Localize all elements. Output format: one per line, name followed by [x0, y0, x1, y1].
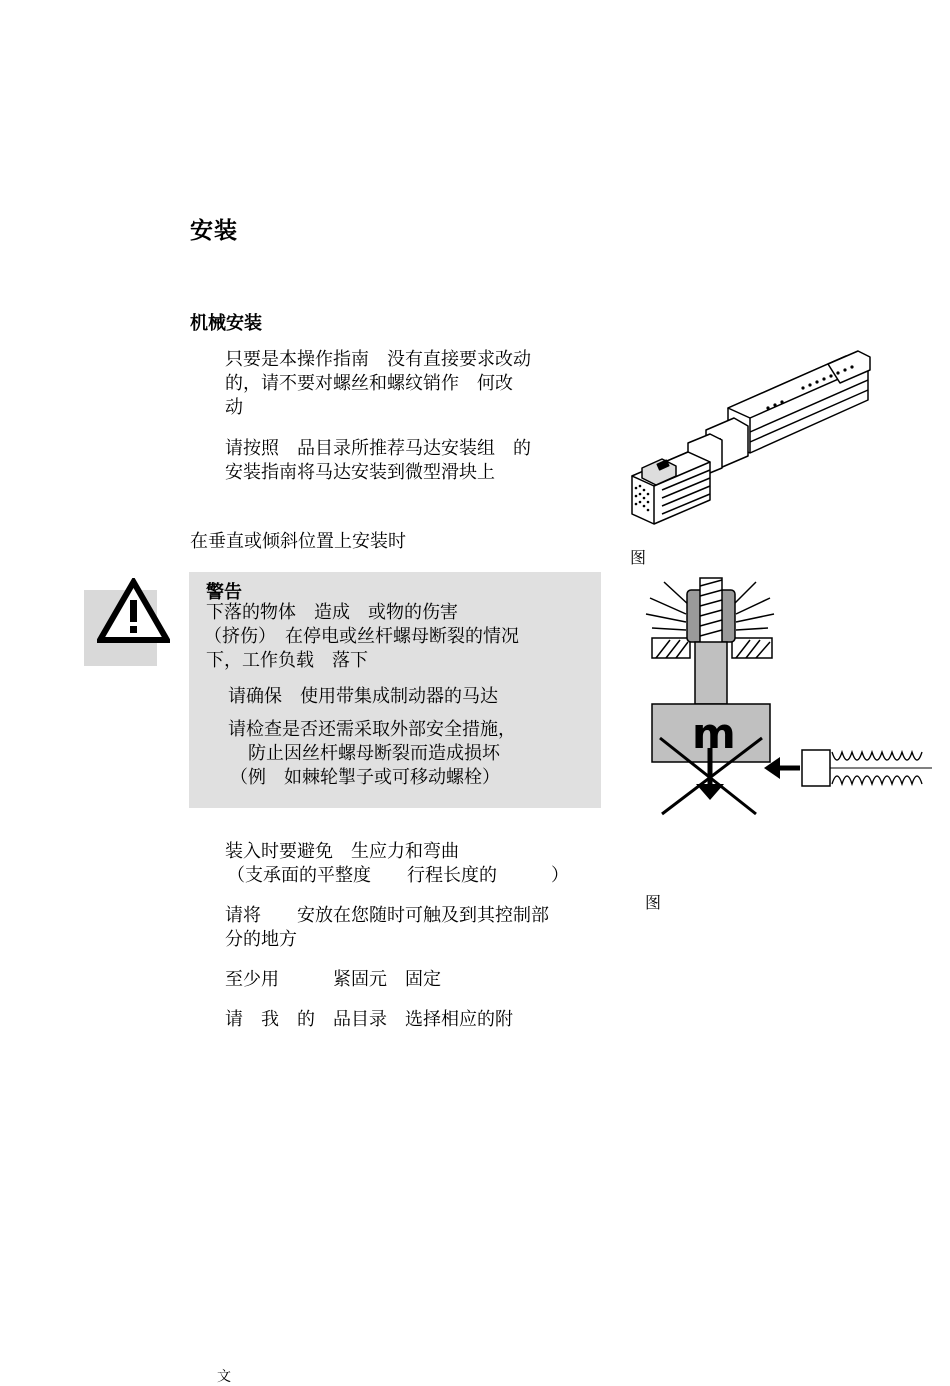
figure-2-caption: 图	[645, 893, 662, 912]
paragraph-fastening: 至少用 紧固元 固定	[225, 969, 441, 990]
warning-body	[206, 601, 519, 673]
page-title: 安装	[190, 218, 238, 244]
mass-label: m	[692, 709, 736, 758]
falling-load-figure	[640, 568, 935, 818]
text-line: （支承面的平整度 行程长度的 ）	[227, 865, 569, 886]
text-line: 分的地方	[225, 929, 297, 950]
text-line: 安装指南将马达安装到微型滑块上	[225, 462, 495, 483]
text-line: 只要是本操作指南 没有直接要求改动	[225, 349, 531, 370]
paragraph-screws	[225, 348, 531, 420]
paragraph-accessories: 请 我 的 品目录 选择相应的附	[225, 1009, 513, 1030]
warning-item-safety	[228, 718, 516, 790]
figure-1-caption: 图	[630, 548, 647, 567]
text-line: 请将 安放在您随时可触及到其控制部	[225, 905, 549, 926]
paragraph-motor	[225, 437, 531, 485]
text-line: 请按照 品目录所推荐马达安装组 的	[225, 438, 531, 459]
text-line: 下，工作负载 落下	[206, 650, 368, 671]
warning-item-brake: 请确保 使用带集成制动器的马达	[228, 686, 498, 707]
paragraph-placement	[225, 904, 549, 952]
text-line: 装入时要避免 生应力和弯曲	[225, 841, 459, 862]
text-line: 动	[225, 397, 243, 418]
text-line: （例 如棘轮掣子或可移动螺栓）	[230, 767, 500, 788]
warning-triangle-icon	[97, 578, 170, 644]
footer-text: 文	[217, 1369, 231, 1385]
warning-title: 警告	[206, 582, 242, 603]
paragraph-stress	[225, 840, 569, 888]
text-line: （挤伤） 在停电或丝杆螺母断裂的情况	[204, 626, 519, 647]
text-line: 防止因丝杆螺母断裂而造成损坏	[248, 743, 500, 764]
text-line: 下落的物体 造成 或物的伤害	[206, 602, 458, 623]
text-line: 的，请不要对螺丝和螺纹销作 何改	[225, 373, 513, 394]
mini-slide-figure	[618, 348, 873, 533]
section-title: 机械安装	[190, 313, 262, 334]
text-line: 请检查是否还需采取外部安全措施，	[228, 719, 516, 740]
vertical-install-note: 在垂直或倾斜位置上安装时	[190, 531, 406, 552]
